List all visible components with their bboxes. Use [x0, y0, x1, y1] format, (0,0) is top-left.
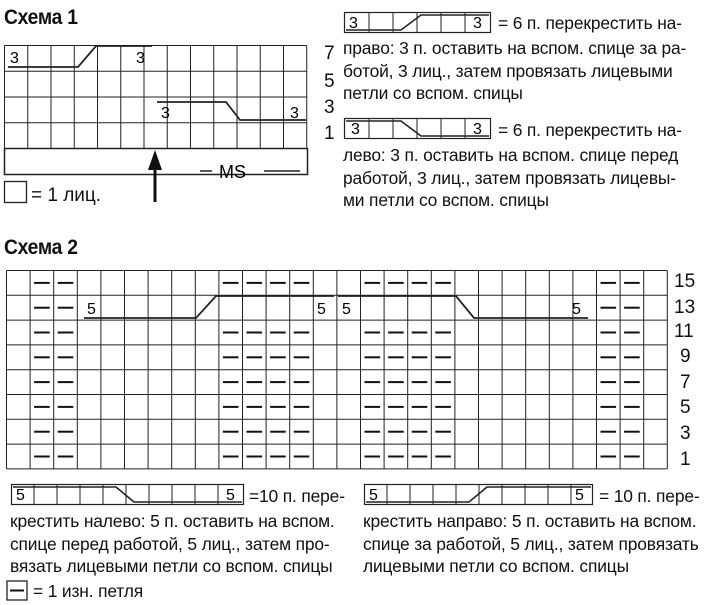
scheme1-row-number: 3 — [324, 97, 335, 118]
scheme2-row-number: 3 — [680, 423, 691, 444]
scheme2-right-cable — [338, 296, 588, 318]
scheme2-cable-label: 5 — [317, 301, 326, 318]
right-cross-10-symbol — [363, 482, 595, 508]
scheme2-row-number: 9 — [680, 346, 691, 367]
svg-text:3: 3 — [473, 15, 482, 32]
svg-text:3: 3 — [349, 15, 358, 32]
purl-legend-text: = 1 изн. петля — [33, 581, 144, 601]
scheme1-row-number: 7 — [324, 43, 335, 64]
scheme2-note-right-value: = 10 п. пере- — [599, 486, 700, 506]
scheme1-title: Схема 1 — [4, 6, 78, 29]
purl-stitch-symbol — [6, 580, 30, 602]
scheme1-cable-label: 3 — [161, 105, 170, 122]
scheme1-note-right-value: = 6 п. перекрестить на- — [498, 13, 682, 33]
scheme1-row-number: 5 — [324, 71, 335, 92]
scheme1-cable-label: 3 — [10, 50, 19, 67]
svg-text:3: 3 — [473, 121, 482, 138]
scheme2-row-number: 11 — [674, 321, 694, 342]
knit-legend-text: = 1 лиц. — [31, 185, 102, 206]
left-cross-10-symbol — [10, 482, 246, 508]
scheme2-row-number: 15 — [674, 271, 696, 292]
scheme1-cable-label: 3 — [290, 105, 299, 122]
scheme1-note-right: право: 3 п. оставить на вспом. спице за ра- ботой, 3 лиц., затем провязать лицевыми петли со вспом. спицы — [343, 38, 687, 104]
scheme1-cable-label: 3 — [136, 50, 145, 67]
svg-text:5: 5 — [575, 487, 584, 504]
scheme2-grid — [7, 271, 668, 469]
scheme2-note-left-value: =10 п. пере- — [249, 486, 345, 506]
scheme2-left-cable — [84, 296, 334, 318]
scheme1-note-left-value: = 6 п. перекрестить на- — [498, 120, 682, 140]
scheme2-cable-label: 5 — [342, 301, 351, 318]
scheme2-row-number: 5 — [680, 397, 691, 418]
scheme2-row-number: 1 — [680, 449, 691, 470]
scheme2-title: Схема 2 — [4, 236, 78, 259]
scheme2-note-left: крестить налево: 5 п. оставить на вспом. спице перед работой, 5 лиц., затем про- вязать лицевыми петли со вспом. спицы — [10, 511, 335, 577]
scheme2-note-right: крестить направо: 5 п. оставить на вспом. спице за работой, 5 лиц., затем провязать лицевыми петли со вспом. спицы — [363, 511, 699, 577]
scheme2-row-number: 7 — [680, 372, 691, 393]
scheme2-cable-label: 5 — [87, 301, 96, 318]
svg-text:5: 5 — [226, 487, 235, 504]
scheme1-note-left: лево: 3 п. оставить на вспом. спице перед работой, 3 лиц., затем провязать лицевы- ми петли со вспом. спицы — [343, 145, 679, 211]
ms-label: MS — [219, 162, 246, 182]
svg-text:5: 5 — [16, 487, 25, 504]
scheme2-row-number: 13 — [674, 297, 696, 318]
svg-text:3: 3 — [351, 121, 360, 138]
scheme1-row-number: 1 — [324, 123, 335, 144]
scheme2-cable-label: 5 — [572, 301, 581, 318]
svg-text:5: 5 — [369, 487, 378, 504]
